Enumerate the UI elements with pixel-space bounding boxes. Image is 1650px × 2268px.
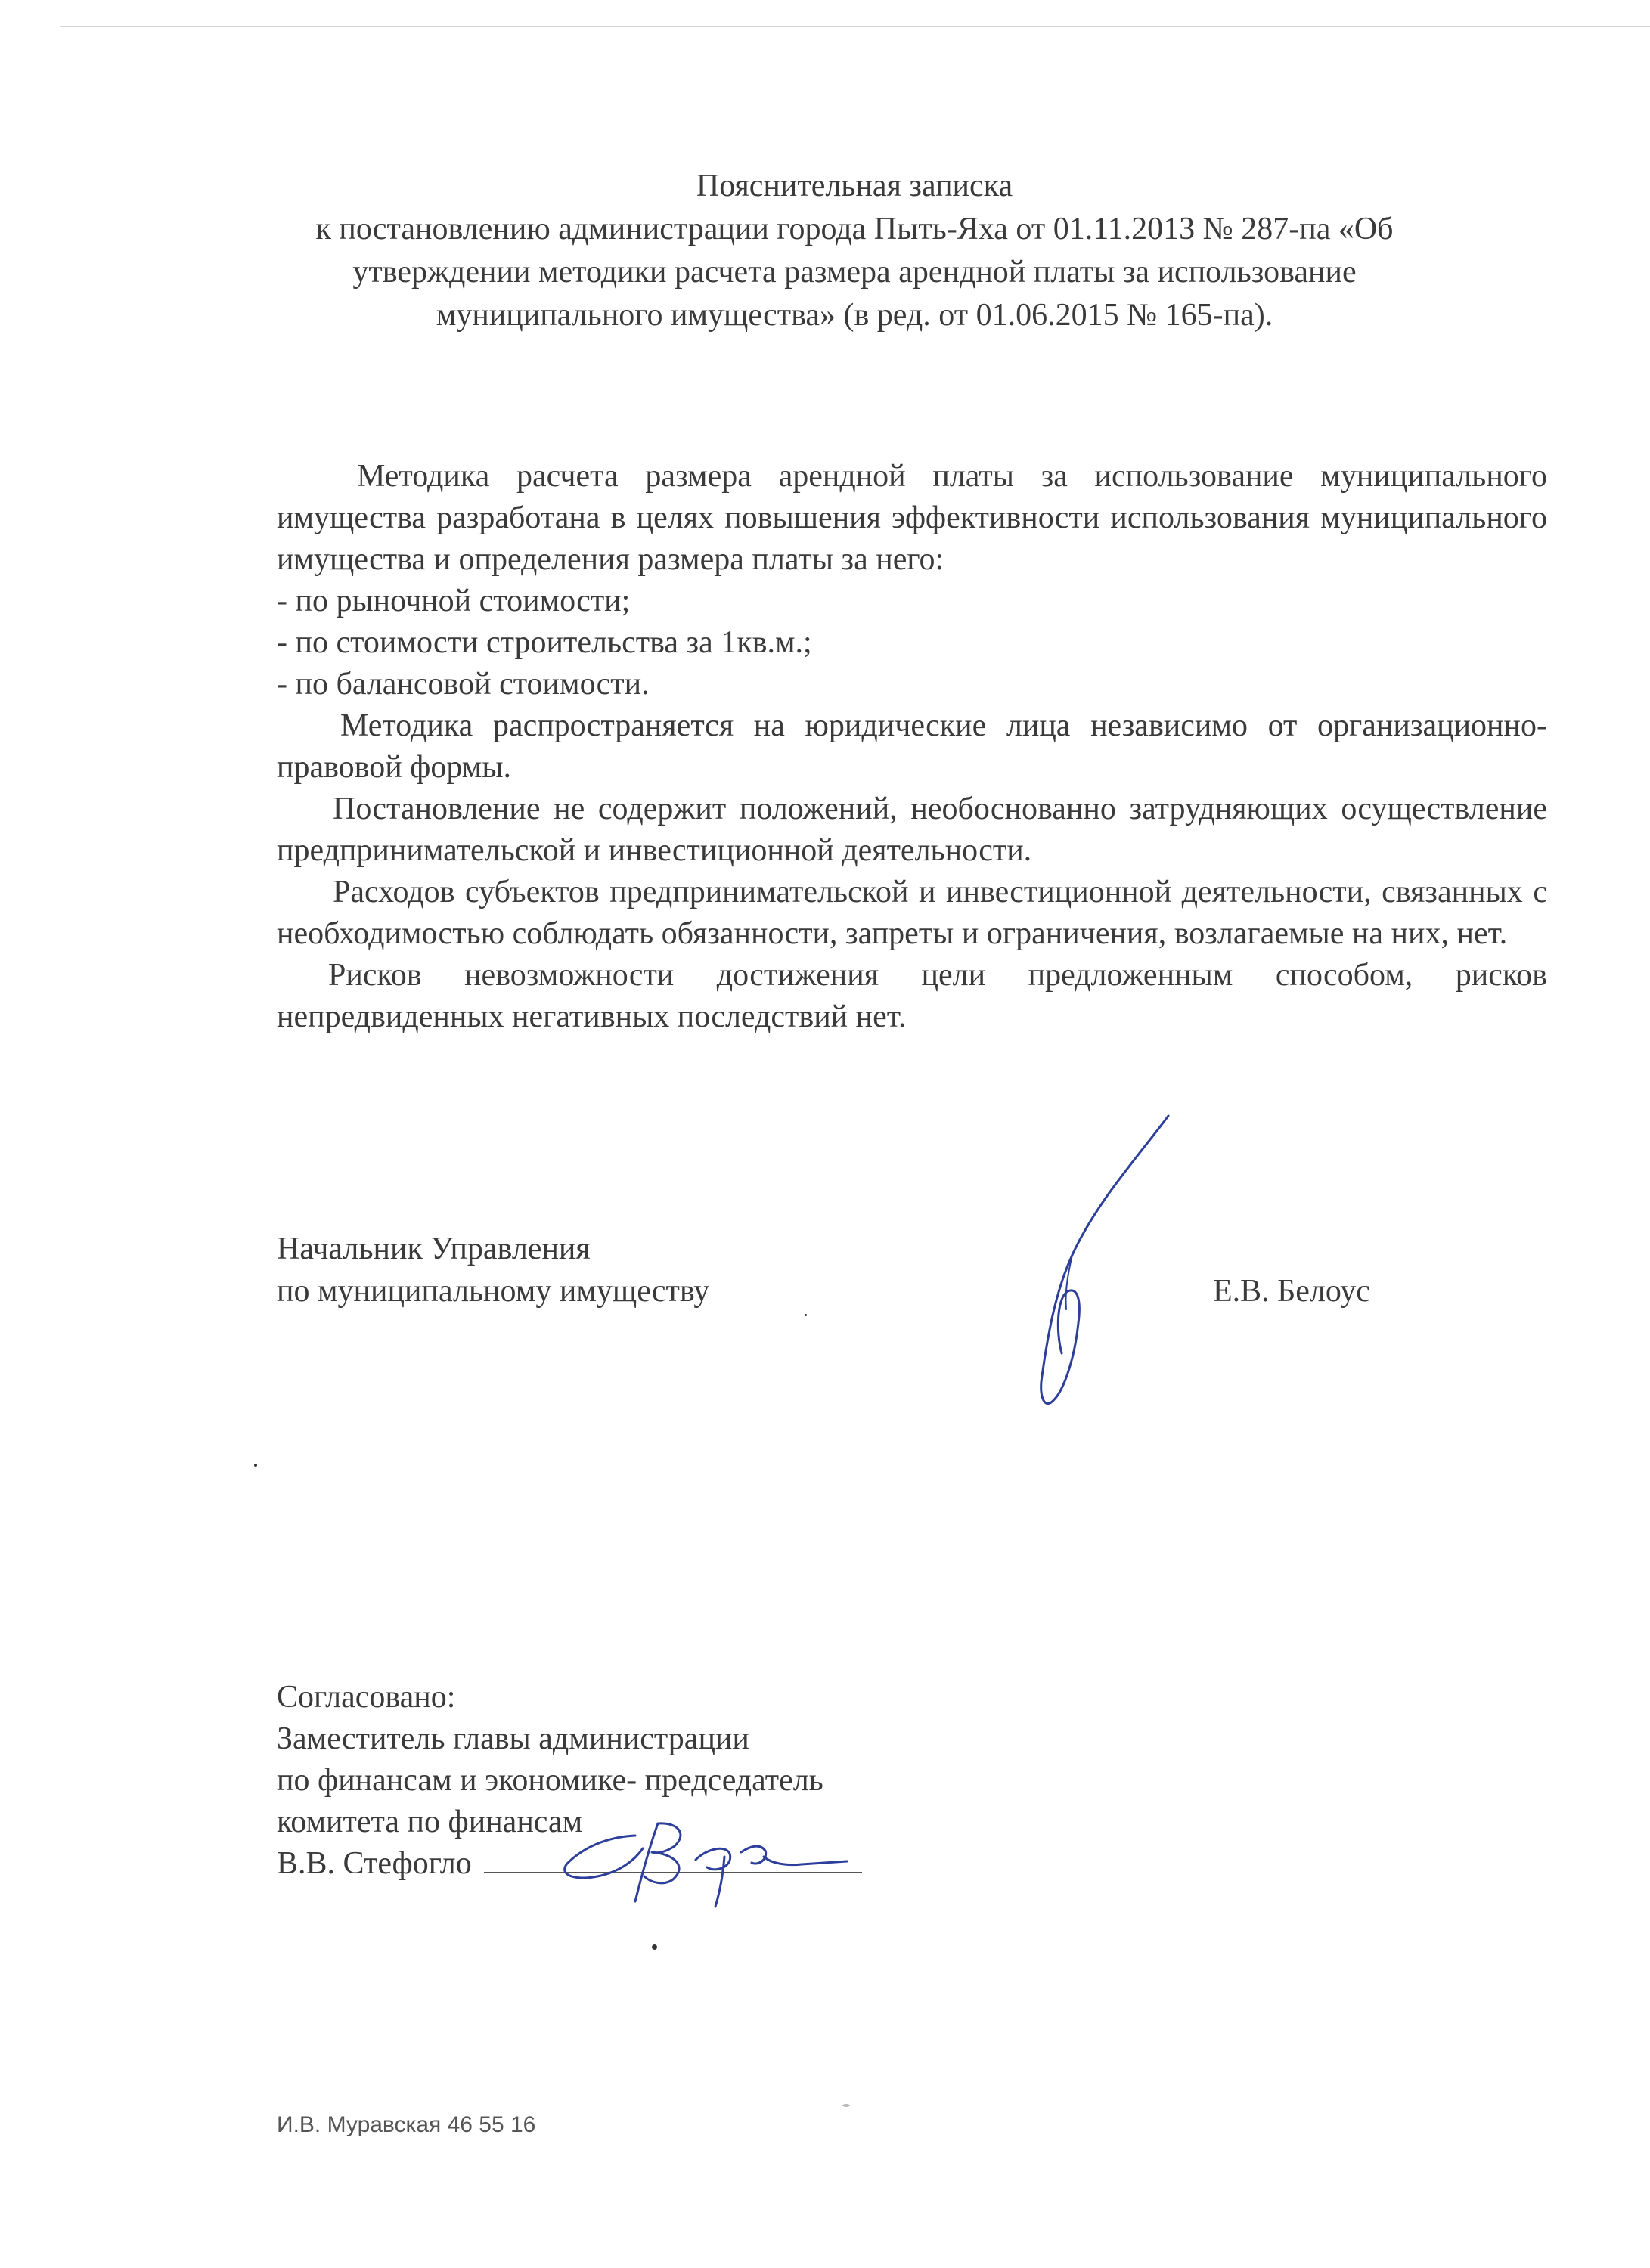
title-line-2: к постановлению администрации города Пыть-Яха от 01.11.2013 № 287-па «Об (315, 212, 1394, 246)
scan-speck (652, 1944, 657, 1950)
title-line-4: муниципального имущества» (в ред. от 01.06.2015 № 165-па). (436, 298, 1273, 333)
list-item-construction-cost: - по стоимости строительства за 1кв.м.; (277, 625, 812, 660)
scan-speck (805, 1314, 807, 1316)
title-line-1: Пояснительная записка (696, 169, 1013, 203)
list-item-balance-value: - по балансовой стоимости. (277, 667, 650, 702)
title-line-3: утверждении методики расчета размера арендной платы за использование (352, 255, 1357, 290)
intro-paragraph: Методика расчета размера арендной платы за использование муниципального имущества разработана в целях повышения эффективности использования муниципального имущества и определения размера платы за него: (277, 459, 1547, 577)
scan-speck (842, 2104, 850, 2107)
expenses-paragraph: Расходов субъектов предпринимательской и инвестиционной деятельности, связанных с необходимостью соблюдать обязанности, запреты и ограничения, возлагаемые на них, нет. (277, 875, 1547, 951)
signatory-position (277, 1228, 709, 1312)
handwritten-signature-belous (983, 1111, 1210, 1414)
approval-position-line-1: Заместитель главы администрации (277, 1721, 749, 1756)
list-item-market-value: - по рыночной стоимости; (277, 584, 631, 618)
risks-paragraph: Рисков невозможности достижения цели предложенным способом, рисков непредвиденных негативных последствий нет. (277, 958, 1547, 1034)
document-body (277, 456, 1547, 1038)
approval-name: В.В. Стефогло (277, 1846, 472, 1881)
scan-speck (254, 1464, 257, 1467)
scan-edge-line (60, 26, 1650, 27)
approval-position-line-3: комитета по финансам (277, 1805, 583, 1839)
handwritten-signature-stefoglo (544, 1807, 862, 1913)
approval-position-line-2: по финансам и экономике- председатель (277, 1763, 823, 1798)
provisions-paragraph: Постановление не содержит положений, необоснованно затрудняющих осуществление предпринимательской и инвестиционной деятельности. (277, 792, 1547, 868)
signatory-name: Е.В. Белоус (1213, 1274, 1370, 1309)
scope-paragraph: Методика распространяется на юридические лица независимо от организационно-правовой формы. (277, 708, 1547, 785)
contact-info: И.В. Муравская 46 55 16 (277, 2112, 536, 2137)
document-title (227, 165, 1482, 337)
approval-label: Согласовано: (277, 1680, 456, 1715)
signatory-position-line-2: по муниципальному имуществу (277, 1274, 710, 1309)
signatory-position-line-1: Начальник Управления (277, 1232, 591, 1266)
